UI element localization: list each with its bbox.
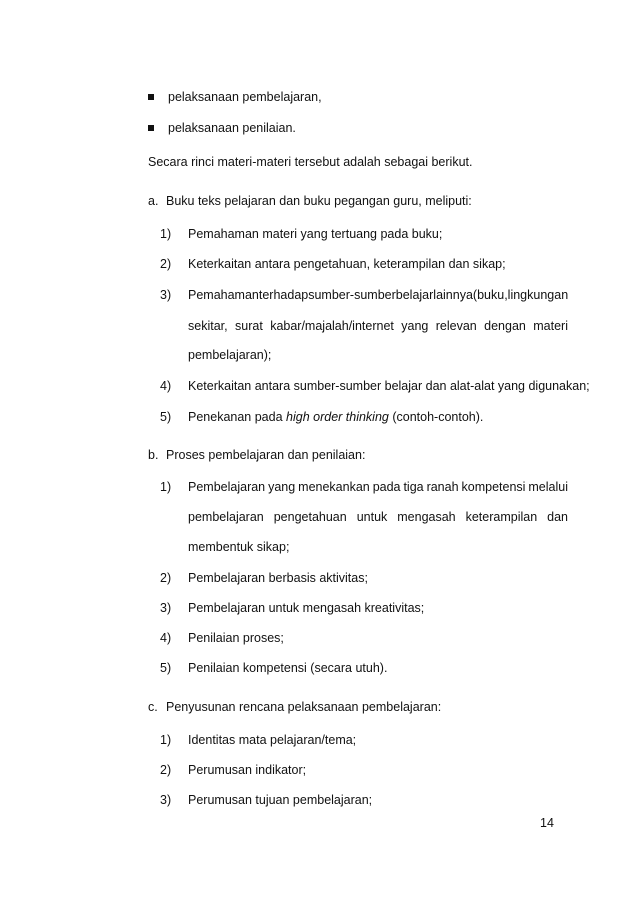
word: sumber-sumber <box>308 288 396 302</box>
section-b-heading <box>148 448 365 462</box>
item-number: 1) <box>160 227 172 241</box>
item-number: 4) <box>160 631 172 645</box>
item-text: Pembelajaran untuk mengasah kreativitas; <box>188 601 425 615</box>
item-number: 3) <box>160 601 172 615</box>
item-number: 2) <box>160 763 172 777</box>
item-text: Penilaian kompetensi (secara utuh). <box>188 661 388 675</box>
word: sekitar, <box>188 319 228 333</box>
word: pada <box>372 480 401 494</box>
word: terhadap <box>258 288 309 302</box>
item-text-line-1 <box>188 480 568 494</box>
word: belajar <box>395 288 434 302</box>
word: menekankan <box>298 480 370 494</box>
list-item <box>160 227 442 241</box>
item-text-line-3: membentuk sikap; <box>188 540 290 554</box>
item-number: 5) <box>160 661 172 675</box>
item-text: Penilaian proses; <box>188 631 284 645</box>
item-text: Perumusan indikator; <box>188 763 307 777</box>
item-number: 3) <box>160 288 172 302</box>
item-text-line-2 <box>188 510 568 524</box>
word: dan <box>547 510 568 524</box>
section-title: Penyusunan rencana pelaksanaan pembelajaran: <box>166 700 442 714</box>
item-number: 5) <box>160 410 172 424</box>
item-number: 2) <box>160 257 172 271</box>
item-text: Keterkaitan antara pengetahuan, keterampilan dan sikap; <box>188 257 506 271</box>
list-item <box>160 733 356 747</box>
word: dengan <box>484 319 526 333</box>
section-label: a. <box>148 194 159 208</box>
section-a-heading <box>148 194 472 208</box>
section-label: b. <box>148 448 159 462</box>
word: tiga <box>403 480 424 494</box>
section-title: Buku teks pelajaran dan buku pegangan guru, meliputi: <box>166 194 472 208</box>
item-text: (contoh-contoh). <box>388 410 484 424</box>
word: yang <box>268 480 296 494</box>
page-number: 14 <box>540 816 554 830</box>
list-item <box>160 631 284 645</box>
section-title: Proses pembelajaran dan penilaian: <box>166 448 366 462</box>
word: keterampilan <box>465 510 538 524</box>
word: yang <box>401 319 429 333</box>
section-label: c. <box>148 700 158 714</box>
item-text: Identitas mata pelajaran/tema; <box>188 733 357 747</box>
item-text: Keterkaitan antara sumber-sumber belajar dan alat-alat yang digunakan; <box>188 379 590 393</box>
item-number: 3) <box>160 793 172 807</box>
word: mengasah <box>397 510 456 524</box>
word: Pembelajaran <box>188 480 266 494</box>
word: melalui <box>528 480 568 494</box>
intro-paragraph: Secara rinci materi-materi tersebut adalah sebagai berikut. <box>148 155 473 169</box>
list-item <box>160 601 424 615</box>
word: lainnya <box>433 288 473 302</box>
item-text-line-3: pembelajaran); <box>188 348 272 362</box>
bullet-item <box>148 90 322 104</box>
word: lingkungan <box>507 288 569 302</box>
word: pengetahuan <box>273 510 347 524</box>
item-text: Penekanan pada <box>188 410 287 424</box>
list-item <box>160 379 590 393</box>
section-c-heading <box>148 700 441 714</box>
square-bullet-icon <box>148 94 154 100</box>
item-number: 1) <box>160 480 172 494</box>
bullet-item <box>148 121 296 135</box>
word: kompetensi <box>461 480 526 494</box>
bullet-text: pelaksanaan pembelajaran, <box>168 90 322 104</box>
list-item <box>160 793 372 807</box>
list-item <box>160 571 368 585</box>
item-text: Pembelajaran berbasis aktivitas; <box>188 571 368 585</box>
square-bullet-icon <box>148 125 154 131</box>
word: Pemahaman <box>188 288 259 302</box>
list-item <box>160 661 387 675</box>
word: kabar/majalah/internet <box>270 319 394 333</box>
list-item <box>160 480 568 494</box>
word: pembelajaran <box>188 510 264 524</box>
word: (buku, <box>472 288 508 302</box>
list-item <box>160 763 306 777</box>
bullet-text: pelaksanaan penilaian. <box>168 121 296 135</box>
list-item <box>160 288 568 302</box>
word: materi <box>533 319 568 333</box>
list-item <box>160 257 506 271</box>
word: relevan <box>435 319 477 333</box>
list-item <box>160 410 483 424</box>
item-number: 1) <box>160 733 172 747</box>
item-text-line-2 <box>188 319 568 333</box>
item-text-line-1 <box>188 288 568 302</box>
item-text: Perumusan tujuan pembelajaran; <box>188 793 373 807</box>
word: surat <box>235 319 263 333</box>
item-number: 4) <box>160 379 172 393</box>
word: ranah <box>426 480 459 494</box>
item-text-italic: high order thinking <box>286 410 389 424</box>
word: untuk <box>356 510 388 524</box>
item-text: Pemahaman materi yang tertuang pada buku; <box>188 227 443 241</box>
item-number: 2) <box>160 571 172 585</box>
